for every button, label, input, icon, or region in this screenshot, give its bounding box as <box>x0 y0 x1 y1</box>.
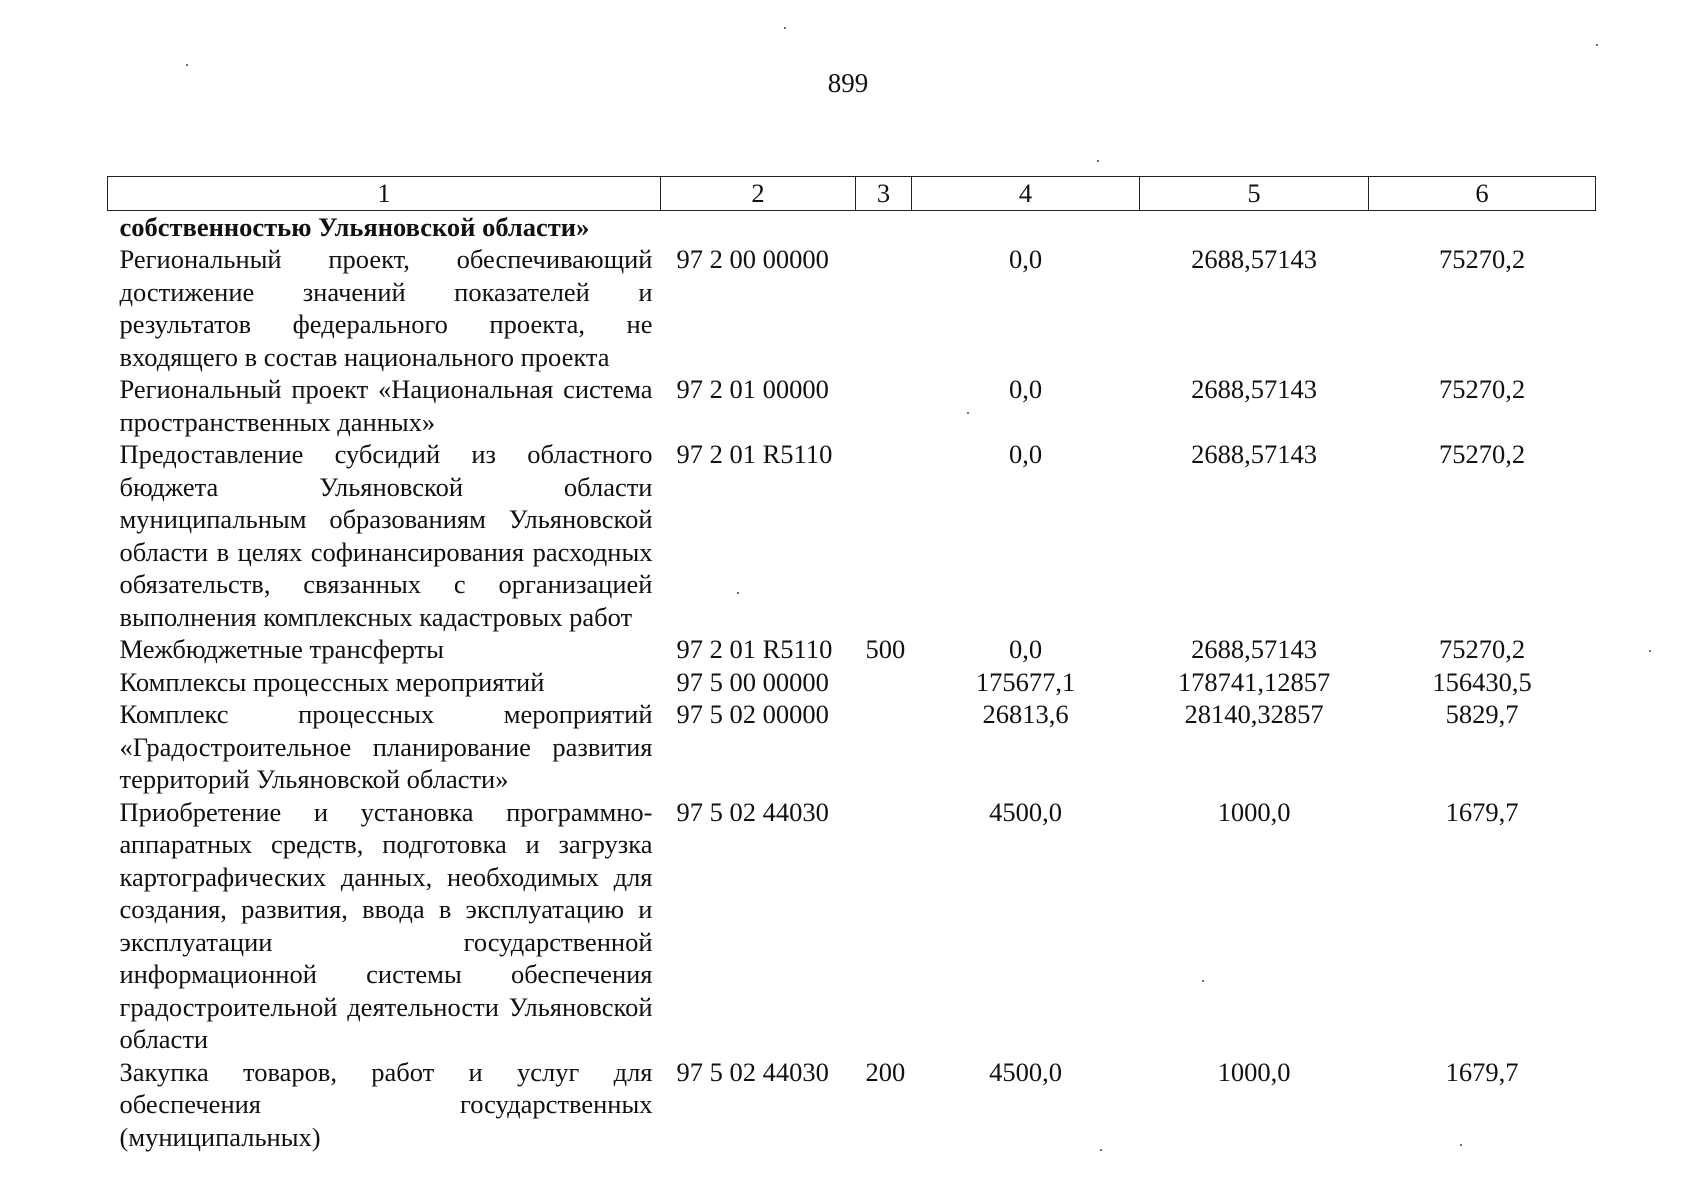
row-value-6: 156430,5 <box>1432 666 1532 697</box>
column-header-6: 6 <box>1369 177 1596 211</box>
row-value-6 <box>1369 210 1596 243</box>
row-code: 97 5 02 44030 <box>676 1056 829 1087</box>
row-value-5: 178741,12857 <box>1177 666 1331 697</box>
scan-speck <box>1202 980 1204 982</box>
row-value-5 <box>1140 210 1369 243</box>
row-value-5: 2688,57143 <box>1191 244 1317 274</box>
scan-speck <box>1100 1149 1102 1151</box>
table-header-row <box>108 177 1596 211</box>
table-body <box>108 210 1596 1153</box>
row-code: 97 5 00 00000 <box>676 666 829 697</box>
row-expense-type <box>856 666 912 699</box>
table-row <box>108 698 1596 796</box>
budget-table <box>107 176 1596 1153</box>
row-expense-type <box>856 796 912 1056</box>
row-value-4: 0,0 <box>1008 634 1043 664</box>
row-name: собственностью Ульяновской области» <box>119 211 590 242</box>
row-value-5: 2688,57143 <box>1191 634 1317 664</box>
row-code: 97 5 02 44030 <box>676 796 829 827</box>
row-expense-type <box>856 243 912 373</box>
scan-speck <box>737 592 739 594</box>
row-value-6: 75270,2 <box>1438 634 1526 664</box>
row-code: 97 2 01 R5110 <box>676 634 833 664</box>
row-value-6: 1679,7 <box>1445 796 1519 827</box>
table-row <box>108 210 1596 243</box>
table-row <box>108 666 1596 699</box>
row-value-5: 28140,32857 <box>1184 699 1324 729</box>
row-value-6: 5829,7 <box>1445 699 1519 729</box>
column-header-1: 1 <box>108 177 661 211</box>
row-value-4: 175677,1 <box>975 666 1076 697</box>
scan-speck <box>967 412 969 414</box>
scan-speck <box>784 27 786 29</box>
row-expense-type <box>856 698 912 796</box>
row-value-4: 4500,0 <box>989 796 1062 827</box>
row-value-4: 4500,0 <box>989 1056 1062 1087</box>
scan-speck <box>1596 44 1598 46</box>
row-value-6: 75270,2 <box>1438 244 1526 274</box>
scan-speck <box>1097 160 1099 162</box>
row-code: 97 2 01 00000 <box>676 374 829 404</box>
row-expense-type: 500 <box>865 634 906 664</box>
row-name: Региональный проект «Национальная система пространственных данных» <box>119 374 653 437</box>
row-value-4: 0,0 <box>1008 374 1043 404</box>
row-name: Региональный проект, обеспечивающий достижение значений показателей и результатов федерального проекта, не входящего в состав национального проекта <box>119 244 653 372</box>
column-header-2: 2 <box>661 177 856 211</box>
row-value-4: 0,0 <box>1008 439 1043 469</box>
row-expense-type <box>856 373 912 438</box>
scan-speck <box>1460 1144 1462 1146</box>
column-header-4: 4 <box>912 177 1140 211</box>
row-value-4 <box>912 210 1140 243</box>
table-row <box>108 373 1596 438</box>
row-name: Комплексы процессных мероприятий <box>119 666 545 697</box>
table-row <box>108 633 1596 666</box>
row-code <box>661 210 856 243</box>
table-row <box>108 1056 1596 1154</box>
row-value-5: 2688,57143 <box>1191 374 1317 404</box>
table-row <box>108 243 1596 373</box>
row-expense-type <box>856 210 912 243</box>
scan-speck <box>1649 650 1651 652</box>
row-code: 97 5 02 00000 <box>676 699 829 729</box>
row-name: Комплекс процессных мероприятий «Градостроительное планирование развития территорий Ульяновской области» <box>119 699 653 794</box>
row-value-6: 75270,2 <box>1438 439 1526 469</box>
page-number: 899 <box>827 68 869 98</box>
row-value-5: 2688,57143 <box>1191 439 1317 469</box>
row-name: Приобретение и установка программно-аппаратных средств, подготовка и загрузка картографических данных, необходимых для создания, развития, ввода в эксплуатацию и эксплуатации государственной информационной системы обеспечения градостроительной деятельности Ульяновской области <box>119 796 653 1054</box>
row-name: Закупка товаров, работ и услуг для обеспечения государственных (муниципальных) <box>119 1056 653 1152</box>
column-header-3: 3 <box>856 177 912 211</box>
row-value-6: 75270,2 <box>1438 374 1526 404</box>
row-expense-type: 200 <box>865 1056 906 1087</box>
row-value-6: 1679,7 <box>1445 1056 1519 1087</box>
row-value-4: 0,0 <box>1008 244 1043 274</box>
column-header-5: 5 <box>1140 177 1369 211</box>
table-row <box>108 438 1596 633</box>
row-value-5: 1000,0 <box>1217 796 1291 827</box>
row-value-4: 26813,6 <box>982 699 1069 729</box>
row-code: 97 2 00 00000 <box>676 244 829 274</box>
row-name: Предоставление субсидий из областного бюджета Ульяновской области муниципальным образованиям Ульяновской области в целях софинансирования расходных обязательств, связанных с организацией выполнения комплексных кадастровых работ <box>119 439 653 632</box>
scan-speck <box>186 64 188 66</box>
row-expense-type <box>856 438 912 633</box>
row-name: Межбюджетные трансферты <box>119 634 444 664</box>
table-row <box>108 796 1596 1056</box>
row-code: 97 2 01 R5110 <box>676 439 833 469</box>
row-value-5: 1000,0 <box>1217 1056 1291 1087</box>
